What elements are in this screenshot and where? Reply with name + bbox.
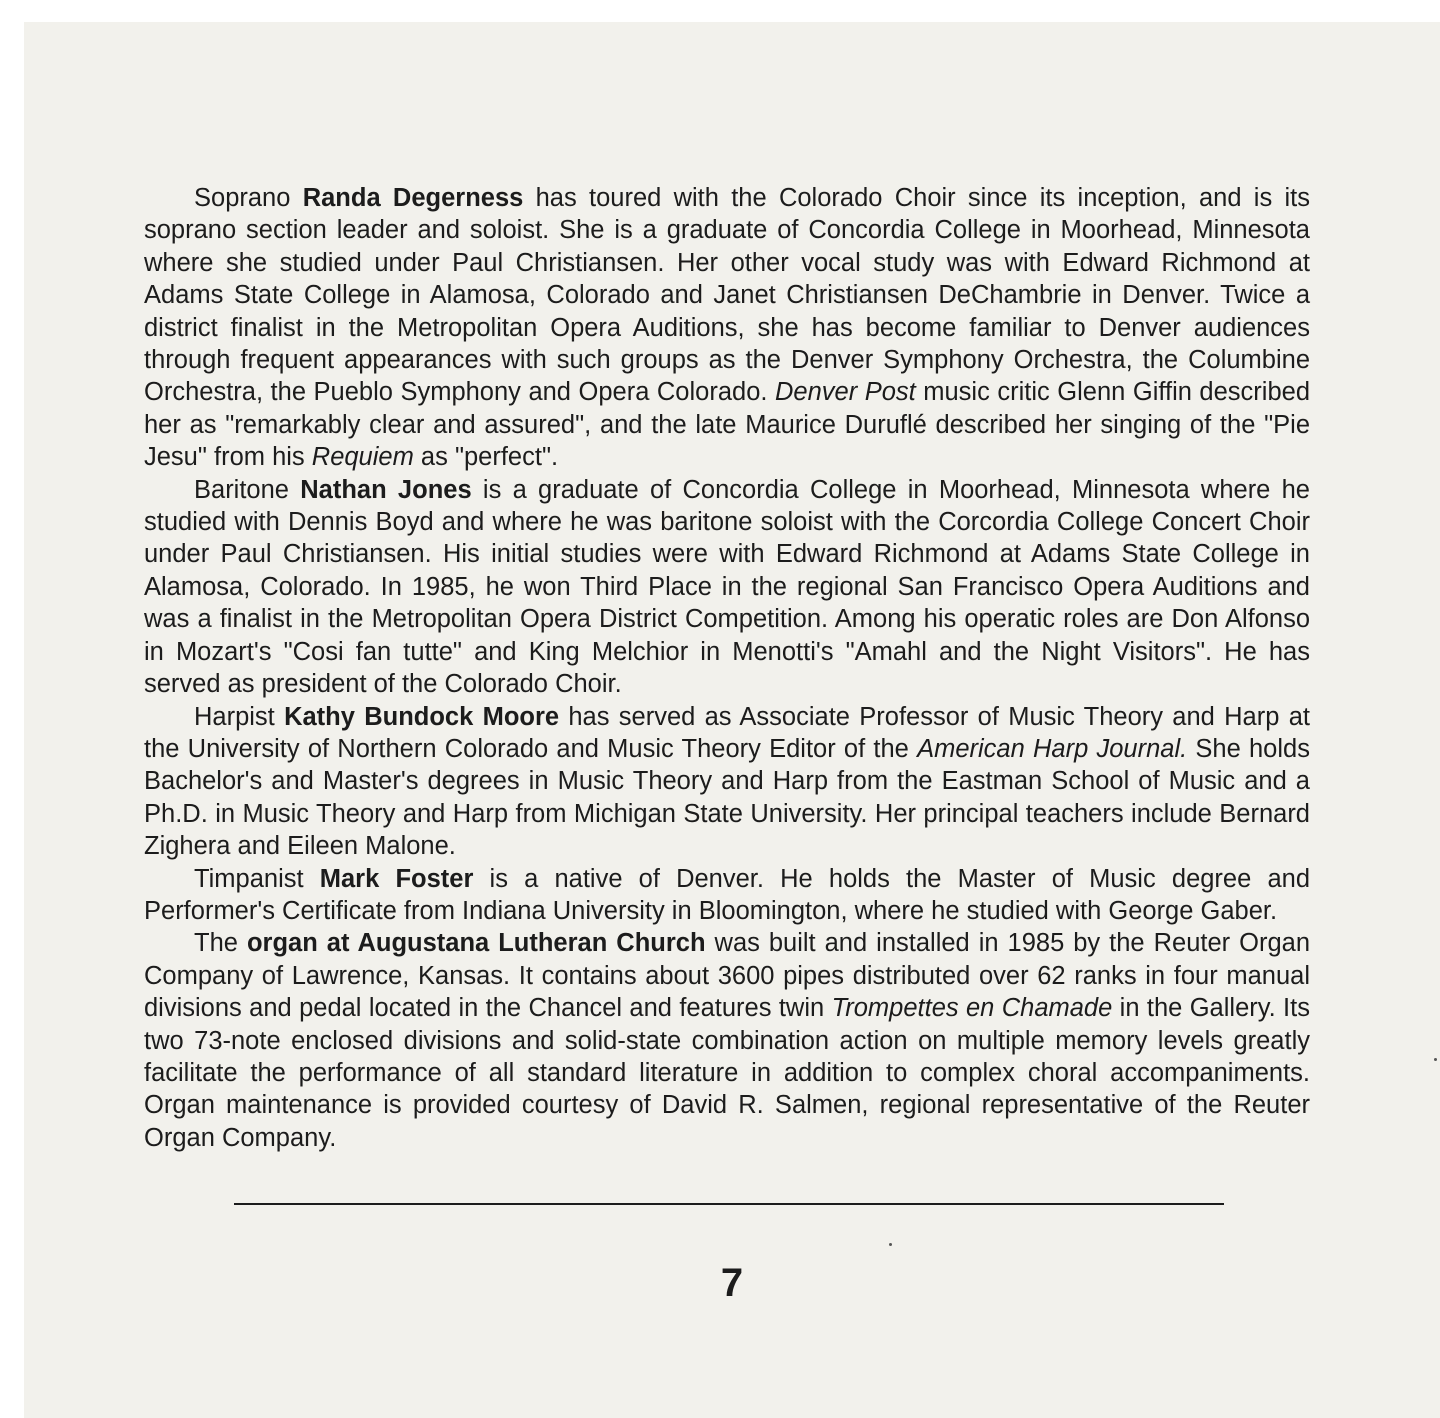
text-run: has toured with the Colorado Choir since its inception, and is its soprano section leader and soloist. She is a graduate of Concordia College in Moorhead, Minnesota where she studied under Paul Christiansen. Her other vocal study was with Edward Richmond at Adams State College in Alamosa, Colorado and Janet Christiansen DeChambrie in Denver. Twice a district finalist in the Metropolitan Opera Auditions, she has become familiar to Denver audiences through frequent appearances with such groups as the Denver Symphony Orchestra, the Columbine Orchestra, the Pueblo Symphony and Opera Colorado. — [144, 184, 1310, 407]
text-run: Baritone — [194, 475, 301, 504]
text-run: has served as Associate Professor of Music Theory and Harp at the University of Northern Colorado and Music Theory Editor of the — [144, 702, 1310, 763]
bold-name: Mark Foster — [319, 864, 474, 893]
italic-title: American Harp Journal. — [917, 734, 1188, 763]
text-run: Timpanist — [194, 864, 320, 893]
page-sheet — [24, 22, 1440, 1418]
bold-name: Randa Degerness — [302, 184, 524, 212]
body-text — [144, 182, 1310, 1154]
bold-name: Nathan Jones — [300, 475, 472, 504]
scan-speck — [889, 1243, 892, 1246]
text-run: Soprano — [194, 184, 303, 212]
bio-paragraph-mark — [144, 863, 1310, 928]
scan-speck — [1434, 1058, 1437, 1061]
bold-name: organ at Augustana Lutheran Church — [246, 929, 706, 958]
text-run: is a graduate of Concordia College in Moorhead, Minnesota where he studied with Dennis Boyd and where he was baritone soloist with the Corcordia College Concert Choir under Paul Christiansen. His initial studies were with Edward Richmond at Adams State College in Alamosa, Colorado. In 1985, he won Third Place in the regional San Francisco Opera Auditions and was a finalist in the Metropolitan Opera District Competition. Among his operatic roles are Don Alfonso in Mozart's "Cosi fan tutte" and King Melchior in Menotti's "Amahl and the Night Visitors". He has served as president of the Colorado Choir. — [144, 475, 1310, 699]
text-run: in the Gallery. Its two 73-note enclosed divisions and solid-state combination action on multiple memory levels greatly facilitate the performance of all standard literature in addition to complex choral accompaniments. Organ maintenance is provided courtesy of David R. Salmen, regional representative of the Reuter Organ Company. — [144, 994, 1310, 1152]
bio-paragraph-randa — [144, 182, 1310, 474]
italic-title: Requiem — [311, 443, 414, 472]
italic-title: Trompettes en Chamade — [831, 994, 1113, 1023]
page-number: 7 — [720, 1261, 744, 1305]
bio-paragraph-kathy — [144, 701, 1310, 863]
text-run: as "perfect". — [413, 443, 559, 472]
bio-paragraph-nathan — [144, 474, 1310, 701]
text-run: The — [194, 929, 247, 958]
text-run: Harpist — [194, 702, 285, 731]
italic-title: Denver Post — [774, 378, 916, 407]
bold-name: Kathy Bundock Moore — [284, 702, 560, 731]
text-run: She holds Bachelor's and Master's degrees in Music Theory and Harp from the Eastman School of Music and a Ph.D. in Music Theory and Harp from Michigan State University. Her principal teachers include Bernard Zighera and Eileen Malone. — [144, 734, 1310, 861]
horizontal-rule — [234, 1203, 1224, 1205]
text-run: is a native of Denver. He holds the Master of Music degree and Performer's Certificate from Indiana University in Bloomington, where he studied with George Gaber. — [144, 864, 1310, 925]
bio-paragraph-organ — [144, 927, 1310, 1154]
text-run: music critic Glenn Giffin described her as "remarkably clear and assured", and the late Maurice Duruflé described her singing of the "Pie Jesu" from his — [144, 378, 1310, 472]
text-run: was built and installed in 1985 by the Reuter Organ Company of Lawrence, Kansas. It contains about 3600 pipes distributed over 62 ranks in four manual divisions and pedal located in the Chancel and features twin — [144, 929, 1310, 1023]
